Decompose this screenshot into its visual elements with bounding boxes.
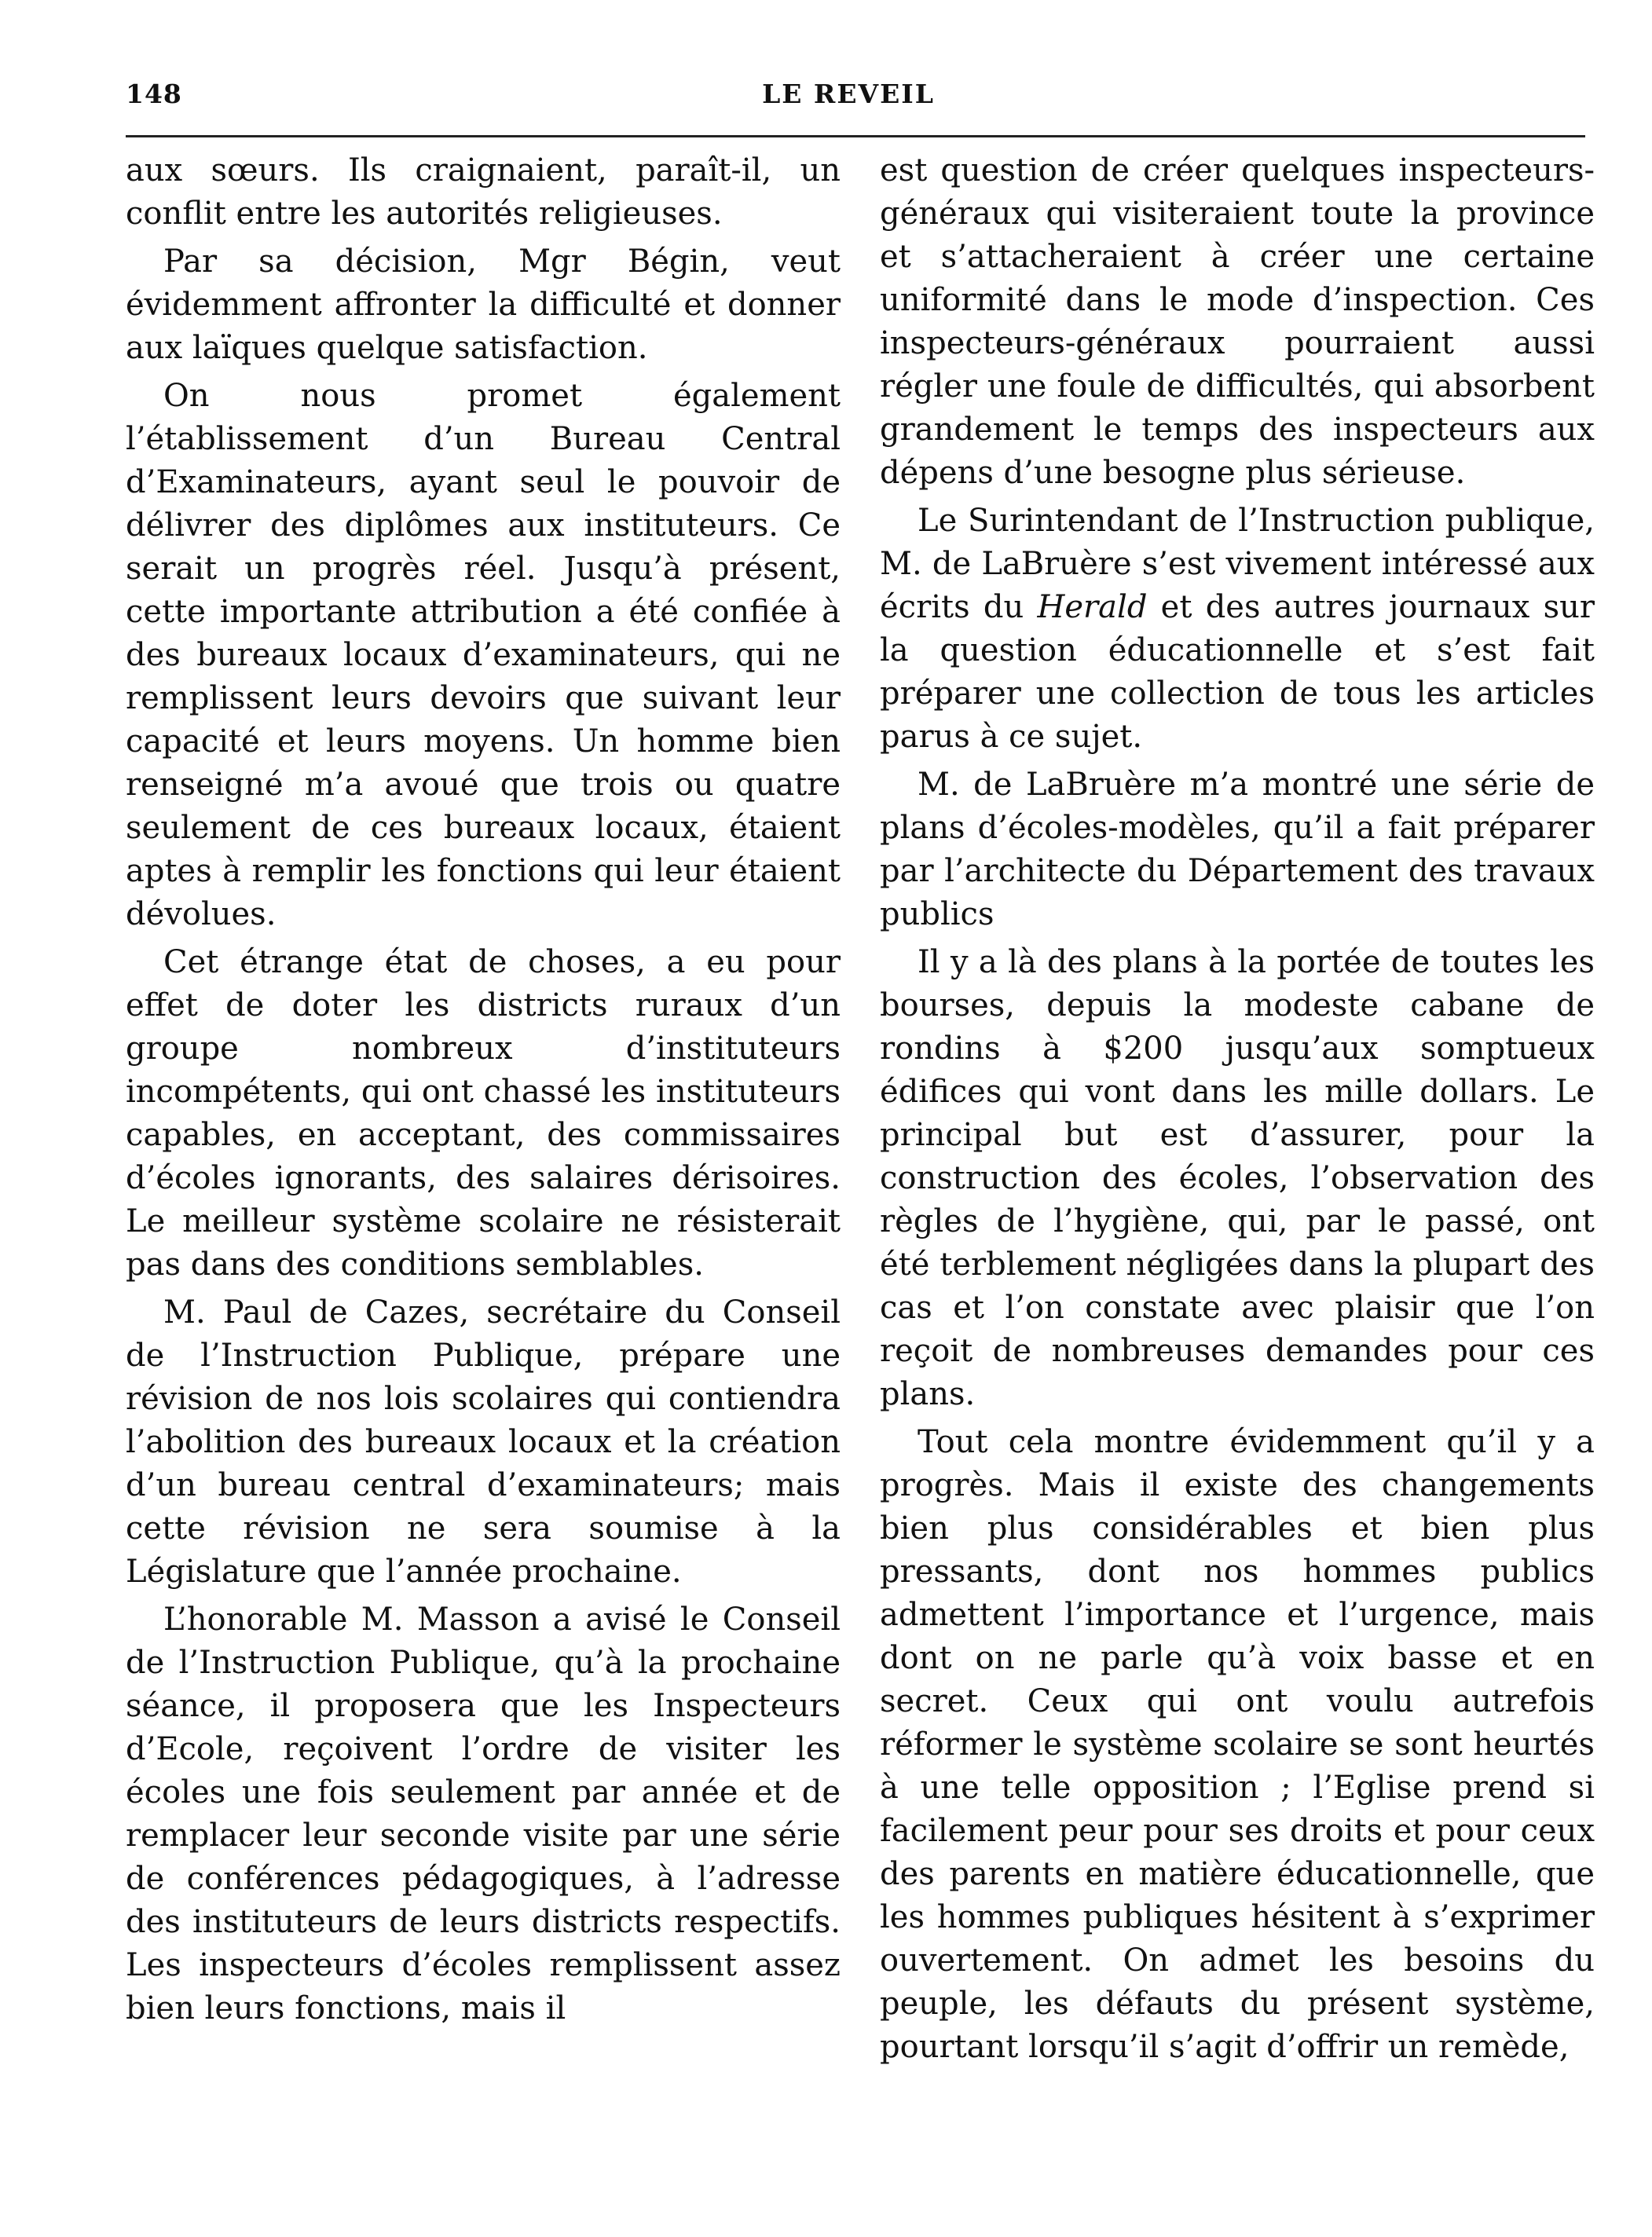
newspaper-name: Herald bbox=[1037, 589, 1148, 625]
text-segment: Le Surintendant de l’Instruction publique, M. de LaBruère s’est vivement intéressé aux écrits du bbox=[880, 503, 1595, 625]
paragraph-surintendant bbox=[880, 500, 1595, 759]
paragraph: Cet étrange état de choses, a eu pour effet de doter les districts ruraux d’un groupe nombreux d’instituteurs incompétents, qui ont chassé les instituteurs capables, en acceptant, des commissaires d’écoles ignorants, des salaires dérisoires. Le meilleur système scolaire ne résisterait pas dans des conditions semblables. bbox=[126, 944, 841, 1283]
page-header bbox=[126, 79, 1587, 126]
paragraph: On nous promet également l’établissement d’un Bureau Central d’Examinateurs, ayant seul le pouvoir de délivrer des diplômes aux instituteurs. Ce serait un progrès réel. Jusqu’à présent, cette importante attribution a été confiée à des bureaux locaux d’examinateurs, qui ne remplissent leurs devoirs que suivant leur capacité et leurs moyens. Un homme bien renseigné m’a avoué que trois ou quatre seulement de ces bureaux locaux, étaient aptes à remplir les fonctions qui leur étaient dévolues. bbox=[126, 378, 841, 932]
right-column bbox=[880, 149, 1595, 2074]
running-title: LE REVEIL bbox=[762, 79, 935, 109]
paragraph: Il y a là des plans à la portée de toutes les bourses, depuis la modeste cabane de rondins à $200 jusqu’aux somptueux édifices qui vont dans les mille dollars. Le principal but est d’assurer, pour la construction des écoles, l’observation des règles de l’hygiène, qui, par le passé, ont été terblement négligées dans la plupart des cas et l’on constate avec plaisir que l’on reçoit de nombreuses demandes pour ces plans. bbox=[880, 944, 1595, 1412]
paragraph: M. de LaBruère m’a montré une série de plans d’écoles-modèles, qu’il a fait préparer par l’architecte du Département des travaux publics bbox=[880, 767, 1595, 932]
text-segment: et des autres journaux sur la question éducationnelle et s’est fait préparer une collection de tous les articles parus à ce sujet. bbox=[880, 589, 1595, 755]
paragraph: aux sœurs. Ils craignaient, paraît-il, un conflit entre les autorités religieuses. bbox=[126, 152, 841, 232]
paragraph: Tout cela montre évidemment qu’il y a progrès. Mais il existe des changements bien plus considérables et bien plus pressants, dont nos hommes publics admettent l’importance et l’urgence, mais dont on ne parle qu’à voix basse et en secret. Ceux qui ont voulu autrefois réformer le système scolaire se sont heurtés à une telle opposition ; l’Eglise prend si facilement peur pour ses droits et pour ceux des parents en matière éducationnelle, que les hommes publiques hésitent à s’exprimer ouvertement. On admet les besoins du peuple, les défauts du présent système, pourtant lorsqu’il s’agit d’offrir un remède, bbox=[880, 1424, 1595, 2065]
paragraph: est question de créer quelques inspecteurs-généraux qui visiteraient toute la province et s’attacheraient à créer une certaine uniformité dans le mode d’inspection. Ces inspecteurs-généraux pourraient aussi régler une foule de difficultés, qui absorbent grandement le temps des inspecteurs aux dépens d’une besogne plus sérieuse. bbox=[880, 152, 1595, 491]
paragraph: M. Paul de Cazes, secrétaire du Conseil de l’Instruction Publique, prépare une révision de nos lois scolaires qui contiendra l’abolition des bureaux locaux et la création d’un bureau central d’examinateurs; mais cette révision ne sera soumise à la Législature que l’année prochaine. bbox=[126, 1294, 841, 1590]
left-column bbox=[126, 149, 841, 2035]
page-number: 148 bbox=[126, 79, 182, 109]
header-rule bbox=[126, 135, 1585, 137]
paragraph: L’honorable M. Masson a avisé le Conseil de l’Instruction Publique, qu’à la prochaine séance, il proposera que les Inspecteurs d’Ecole, reçoivent l’ordre de visiter les écoles une fois seulement par année et de remplacer leur seconde visite par une série de conférences pédagogiques, à l’adresse des instituteurs de leurs districts respectifs. Les inspecteurs d’écoles remplissent assez bien leurs fonctions, mais il bbox=[126, 1602, 841, 2026]
paragraph: Par sa décision, Mgr Bégin, veut évidemment affronter la difficulté et donner aux laïques quelque satisfaction. bbox=[126, 243, 841, 366]
